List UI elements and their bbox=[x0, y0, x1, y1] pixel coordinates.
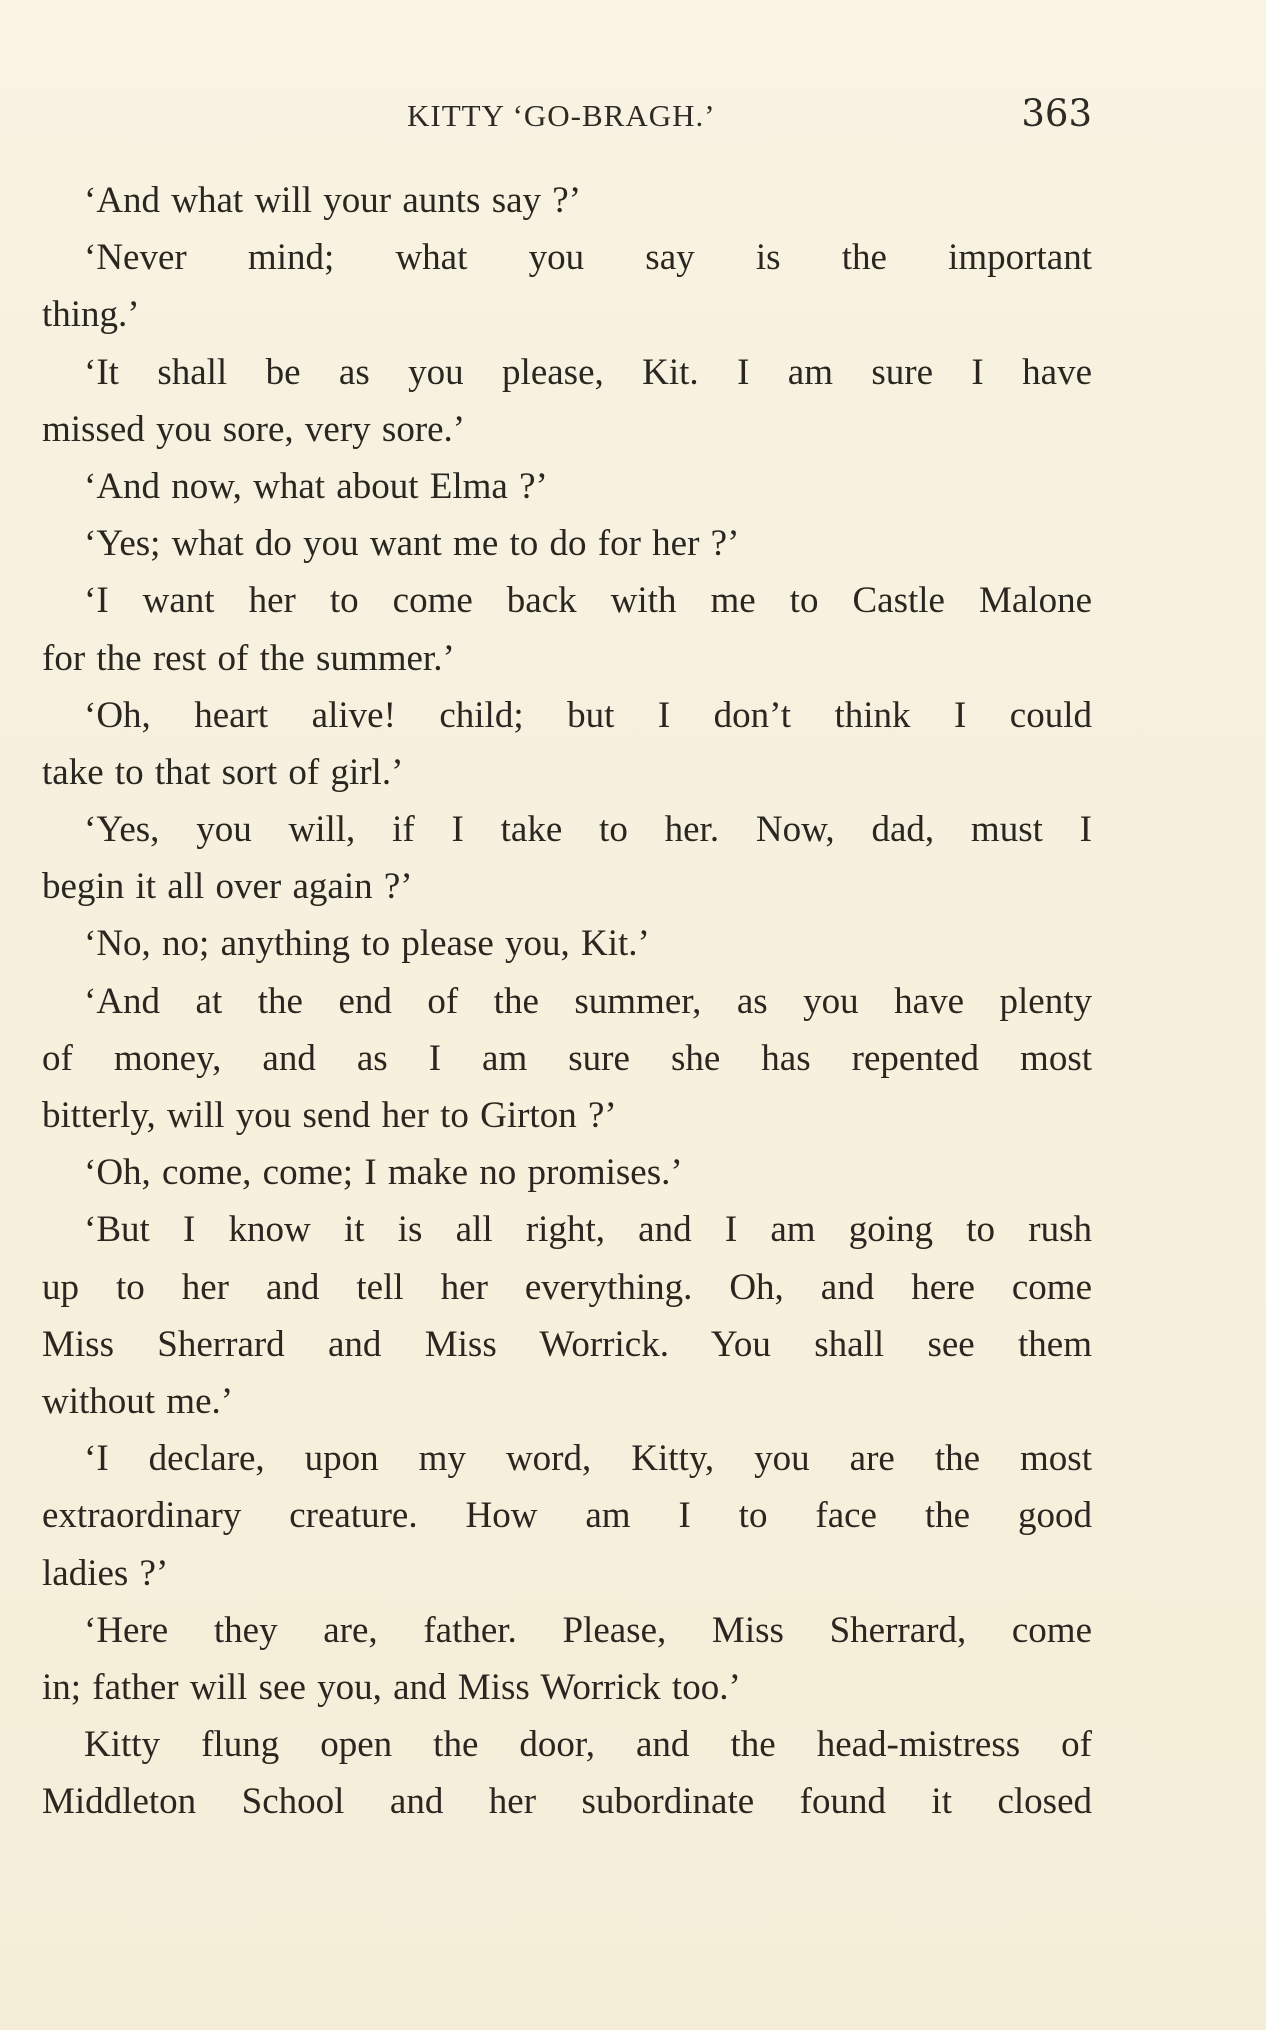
text-line: begin it all over again ?’ bbox=[42, 866, 413, 908]
page-number: 363 bbox=[1021, 92, 1092, 135]
text-line: ‘I declare, upon my word, Kitty, you are the most bbox=[84, 1438, 1092, 1480]
text-line: ladies ?’ bbox=[42, 1552, 169, 1594]
text-line: ‘Oh, heart alive! child; but I don’t think I could bbox=[84, 694, 1092, 736]
page-header bbox=[42, 92, 1092, 142]
text-line: for the rest of the summer.’ bbox=[42, 637, 455, 679]
text-line: ‘And at the end of the summer, as you have plenty bbox=[84, 980, 1092, 1022]
text-line: Miss Sherrard and Miss Worrick. You shall see them bbox=[42, 1323, 1092, 1365]
text-line: ‘Never mind; what you say is the important bbox=[84, 237, 1092, 279]
text-line: in; father will see you, and Miss Worrick too.’ bbox=[42, 1666, 741, 1708]
text-line: without me.’ bbox=[42, 1380, 234, 1422]
text-line: ‘Here they are, father. Please, Miss Sherrard, come bbox=[84, 1609, 1092, 1651]
text-line: ‘No, no; anything to please you, Kit.’ bbox=[84, 923, 650, 965]
running-title: KITTY ‘GO-BRAGH.’ bbox=[407, 98, 716, 133]
text-line: of money, and as I am sure she has repented most bbox=[42, 1037, 1092, 1079]
text-line: Middleton School and her subordinate found it closed bbox=[42, 1781, 1092, 1823]
text-line: up to her and tell her everything. Oh, and here come bbox=[42, 1266, 1092, 1308]
text-line: take to that sort of girl.’ bbox=[42, 751, 404, 793]
text-line: ‘And what will your aunts say ?’ bbox=[84, 180, 582, 221]
text-line: ‘It shall be as you please, Kit. I am sure I have bbox=[84, 351, 1092, 393]
text-line: Kitty flung open the door, and the head-mistress of bbox=[84, 1724, 1092, 1766]
text-line: ‘Oh, come, come; I make no promises.’ bbox=[84, 1152, 683, 1194]
body-text bbox=[42, 172, 1092, 1830]
text-line: ‘I want her to come back with me to Castle Malone bbox=[84, 580, 1092, 622]
text-line: missed you sore, very sore.’ bbox=[42, 408, 466, 450]
text-line: ‘Yes, you will, if I take to her. Now, dad, must I bbox=[84, 809, 1092, 851]
text-line: thing.’ bbox=[42, 294, 140, 336]
text-line: bitterly, will you send her to Girton ?’ bbox=[42, 1095, 617, 1136]
text-line: ‘And now, what about Elma ?’ bbox=[84, 465, 548, 507]
text-line: extraordinary creature. How am I to face the good bbox=[42, 1495, 1092, 1537]
text-line: ‘Yes; what do you want me to do for her ?’ bbox=[84, 523, 740, 565]
text-line: ‘But I know it is all right, and I am going to rush bbox=[84, 1209, 1092, 1251]
